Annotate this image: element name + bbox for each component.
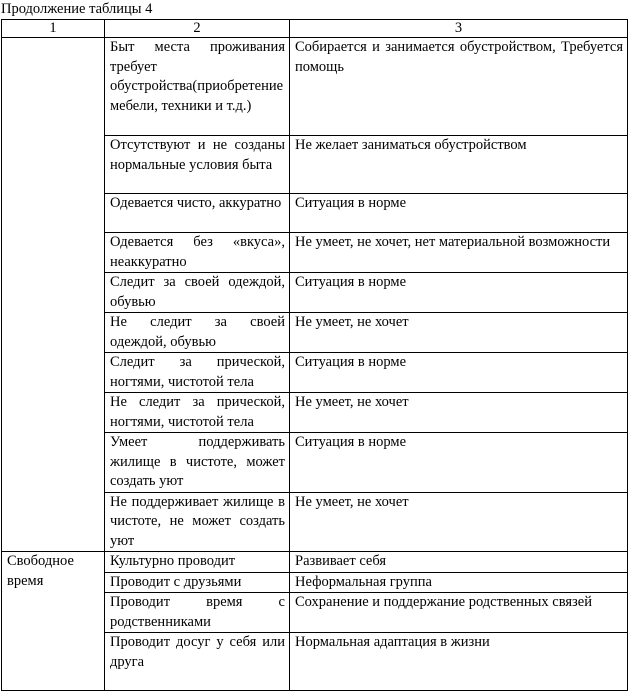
header-row	[2, 20, 628, 38]
behavior-cell: Проводит с друзьями	[105, 572, 290, 593]
category-cell: Свободное время	[2, 552, 105, 691]
assessment-cell: Сохранение и поддержание родственных связей	[290, 593, 628, 633]
behavior-cell: Следит за своей одеждой, обувью	[105, 273, 290, 313]
behavior-cell: Отсутствуют и не созданы нормальные условия быта	[105, 136, 290, 194]
behavior-cell: Умеет поддерживать жилище в чистоте, может создать уют	[105, 433, 290, 493]
table-row	[2, 552, 628, 573]
assessment-cell: Ситуация в норме	[290, 353, 628, 393]
assessment-cell: Ситуация в норме	[290, 273, 628, 313]
behavior-cell: Культурно проводит	[105, 552, 290, 573]
assessment-cell: Собирается и занимается обустройством, Требуется помощь	[290, 38, 628, 136]
assessment-cell: Не умеет, не хочет	[290, 393, 628, 433]
behavior-cell: Не следит за прической, ногтями, чистотой тела	[105, 393, 290, 433]
assessment-cell: Ситуация в норме	[290, 194, 628, 233]
assessment-cell: Не умеет, не хочет	[290, 313, 628, 353]
column-header-1: 1	[2, 20, 105, 38]
behavior-cell: Одевается без «вкуса», неаккуратно	[105, 233, 290, 273]
assessment-cell: Не желает заниматься обустройством	[290, 136, 628, 194]
column-header-2: 2	[105, 20, 290, 38]
assessment-cell: Не умеет, не хочет, нет материальной возможности	[290, 233, 628, 273]
category-cell	[2, 38, 105, 552]
behavior-cell: Следит за прической, ногтями, чистотой тела	[105, 353, 290, 393]
behavior-cell: Одевается чисто, аккуратно	[105, 194, 290, 233]
behavior-cell: Не поддерживает жилище в чистоте, не может создать уют	[105, 492, 290, 552]
assessment-cell: Неформальная группа	[290, 572, 628, 593]
behavior-cell: Не следит за своей одеждой, обувью	[105, 313, 290, 353]
behavior-cell: Проводит время с родственниками	[105, 593, 290, 633]
assessment-cell: Ситуация в норме	[290, 433, 628, 493]
data-table	[1, 19, 628, 691]
table-row	[2, 38, 628, 136]
assessment-cell: Не умеет, не хочет	[290, 492, 628, 552]
assessment-cell: Развивает себя	[290, 552, 628, 573]
behavior-cell: Проводит досуг у себя или друга	[105, 633, 290, 691]
assessment-cell: Нормальная адаптация в жизни	[290, 633, 628, 691]
behavior-cell: Быт места проживания требует обустройства(приобретение мебели, техники и т.д.)	[105, 38, 290, 136]
table-caption: Продолжение таблицы 4	[1, 1, 153, 17]
column-header-3: 3	[290, 20, 628, 38]
